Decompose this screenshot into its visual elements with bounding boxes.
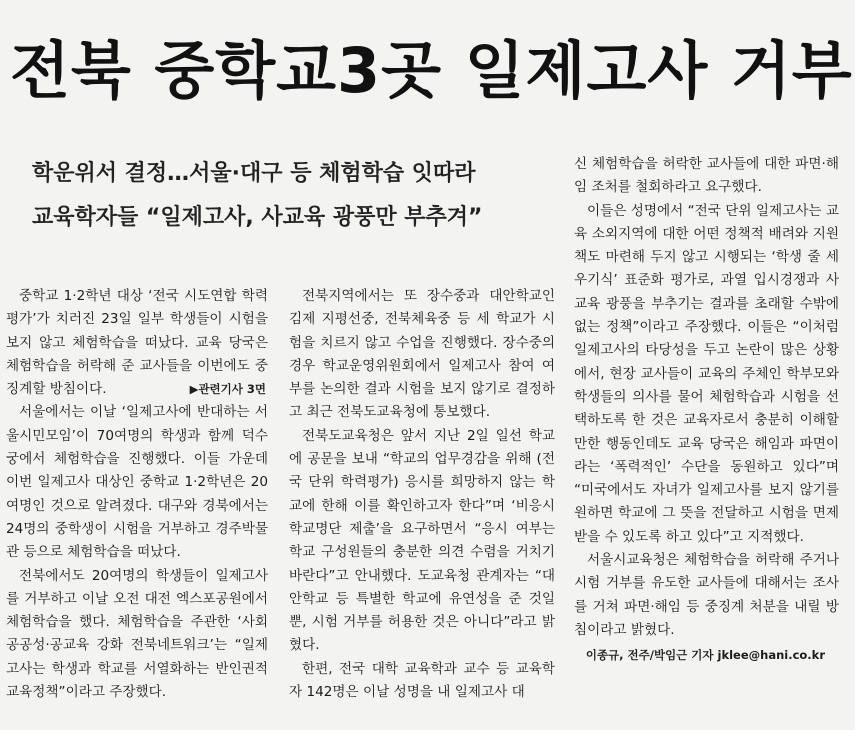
byline: 이종규, 전주/박임근 기자 jklee@hani.co.kr: [585, 648, 825, 663]
paragraph: 이들은 성명에서 “전국 단위 일제고사는 교육 소외지역에 대한 어떤 정책적 배려와 지원책도 마련해 두지 않고 시행되는 ‘학생 줄 세우기식’ 표준화 평가로, 과열 입시경쟁과 사교육 광풍을 부추기는 결과를 초래할 수밖에 없는 정책”이라고 주장했다. 이들은 “이처럼 일제고사의 타당성을 두고 논란이 많은 상황에서, 현장 교사들이 교육의 주체인 학부모와 학생들의 의사를 물어 체험학습과 시험을 선택하도록 한 것은 교육자로서 충분히 이해할 만한 행동인데도 교육 당국은 해임과 파면이라는 ‘폭력적인’ 수단을 동원하고 있다”며 “미국에서도 자녀가 일제고사를 보지 않기를 원하면 학교에 그 뜻을 전달하고 시험을 면제받을 수 있도록 하고 있다”고 지적했다.: [574, 202, 839, 545]
paragraph: 한편, 전국 대학 교육학과 교수 등 교육학자 142명은 이날 성명을 내 일제고사 대: [289, 660, 555, 701]
article-column-2: [289, 285, 555, 704]
related-article-link[interactable]: ▶관련기사 3면: [189, 382, 266, 397]
paragraph: 전북도교육청은 앞서 지난 2일 일선 학교에 공문을 보내 “학교의 업무경감을 위해 (전국 단위 학력평가) 응시를 희망하지 않는 학교에 한해 이를 확인하고자 한다”며 ‘비응시 학교명단 제출’을 요구하면서 “응시 여부는 학교 구성원들의 충분한 의견 수렴을 거치기 바란다”고 안내했다. 도교육청 관계자는 “대안학교 등 특별한 학교에 유연성을 준 것일 뿐, 시험 거부를 허용한 것은 아니다”라고 밝혔다.: [289, 427, 555, 654]
paragraph: 서울시교육청은 체험학습을 허락해 주거나 시험 거부를 유도한 교사들에 대해서는 조사를 거쳐 파면·해임 등 중징계 처분을 내릴 방침이라고 밝혔다.: [574, 552, 839, 638]
article-column-1: [6, 285, 268, 704]
paragraph: 신 체험학습을 허락한 교사들에 대한 파면·해임 조처를 철회하라고 요구했다.: [574, 156, 839, 196]
subheadline-1: 학운위서 결정…서울·대구 등 체험학습 잇따라: [32, 161, 476, 186]
paragraph: 중학교 1·2학년 대상 ‘전국 시도연합 학력평가’가 치러진 23일 일부 학생들이 시험을 보지 않고 체험학습을 떠났다. 교육 당국은 체험학습을 허락해 준 교사들을 이번에도 중징계할 방침이다.: [6, 288, 268, 398]
article-column-3: [574, 153, 839, 666]
subheadline-2: 교육학자들 “일제고사, 사교육 광풍만 부추겨”: [32, 205, 483, 230]
paragraph: 전북에서도 20여명의 학생들이 일제고사를 거부하고 이날 오전 대전 엑스포공원에서 체험학습을 했다. 체험학습을 주관한 ‘사회공공성·공교육 강화 전북네트워크’는 “일제고사는 학생과 학교를 서열화하는 반인권적 교육정책”이라고 주장했다.: [6, 567, 268, 701]
paragraph: 서울에서는 이날 ‘일제고사에 반대하는 서울시민모임’이 70여명의 학생과 함께 덕수궁에서 체험학습을 진행했다. 이들 가운데 이번 일제고사 대상인 중학교 1·2학년은 20여명인 것으로 알려졌다. 대구와 경북에서는 24명의 중학생이 시험을 거부하고 경주박물관 등으로 체험학습을 떠났다.: [6, 404, 268, 561]
paragraph: 전북지역에서는 또 장수중과 대안학교인 김제 지평선중, 전북체육중 등 세 학교가 시험을 치르지 않고 수업을 진행했다. 장수중의 경우 학교운영위원회에서 일제고사 참여 여부를 논의한 결과 시험을 보지 않기로 결정하고 최근 전북도교육청에 통보했다.: [289, 288, 555, 421]
headline: 전북 중학교3곳 일제고사 거부: [10, 34, 853, 107]
